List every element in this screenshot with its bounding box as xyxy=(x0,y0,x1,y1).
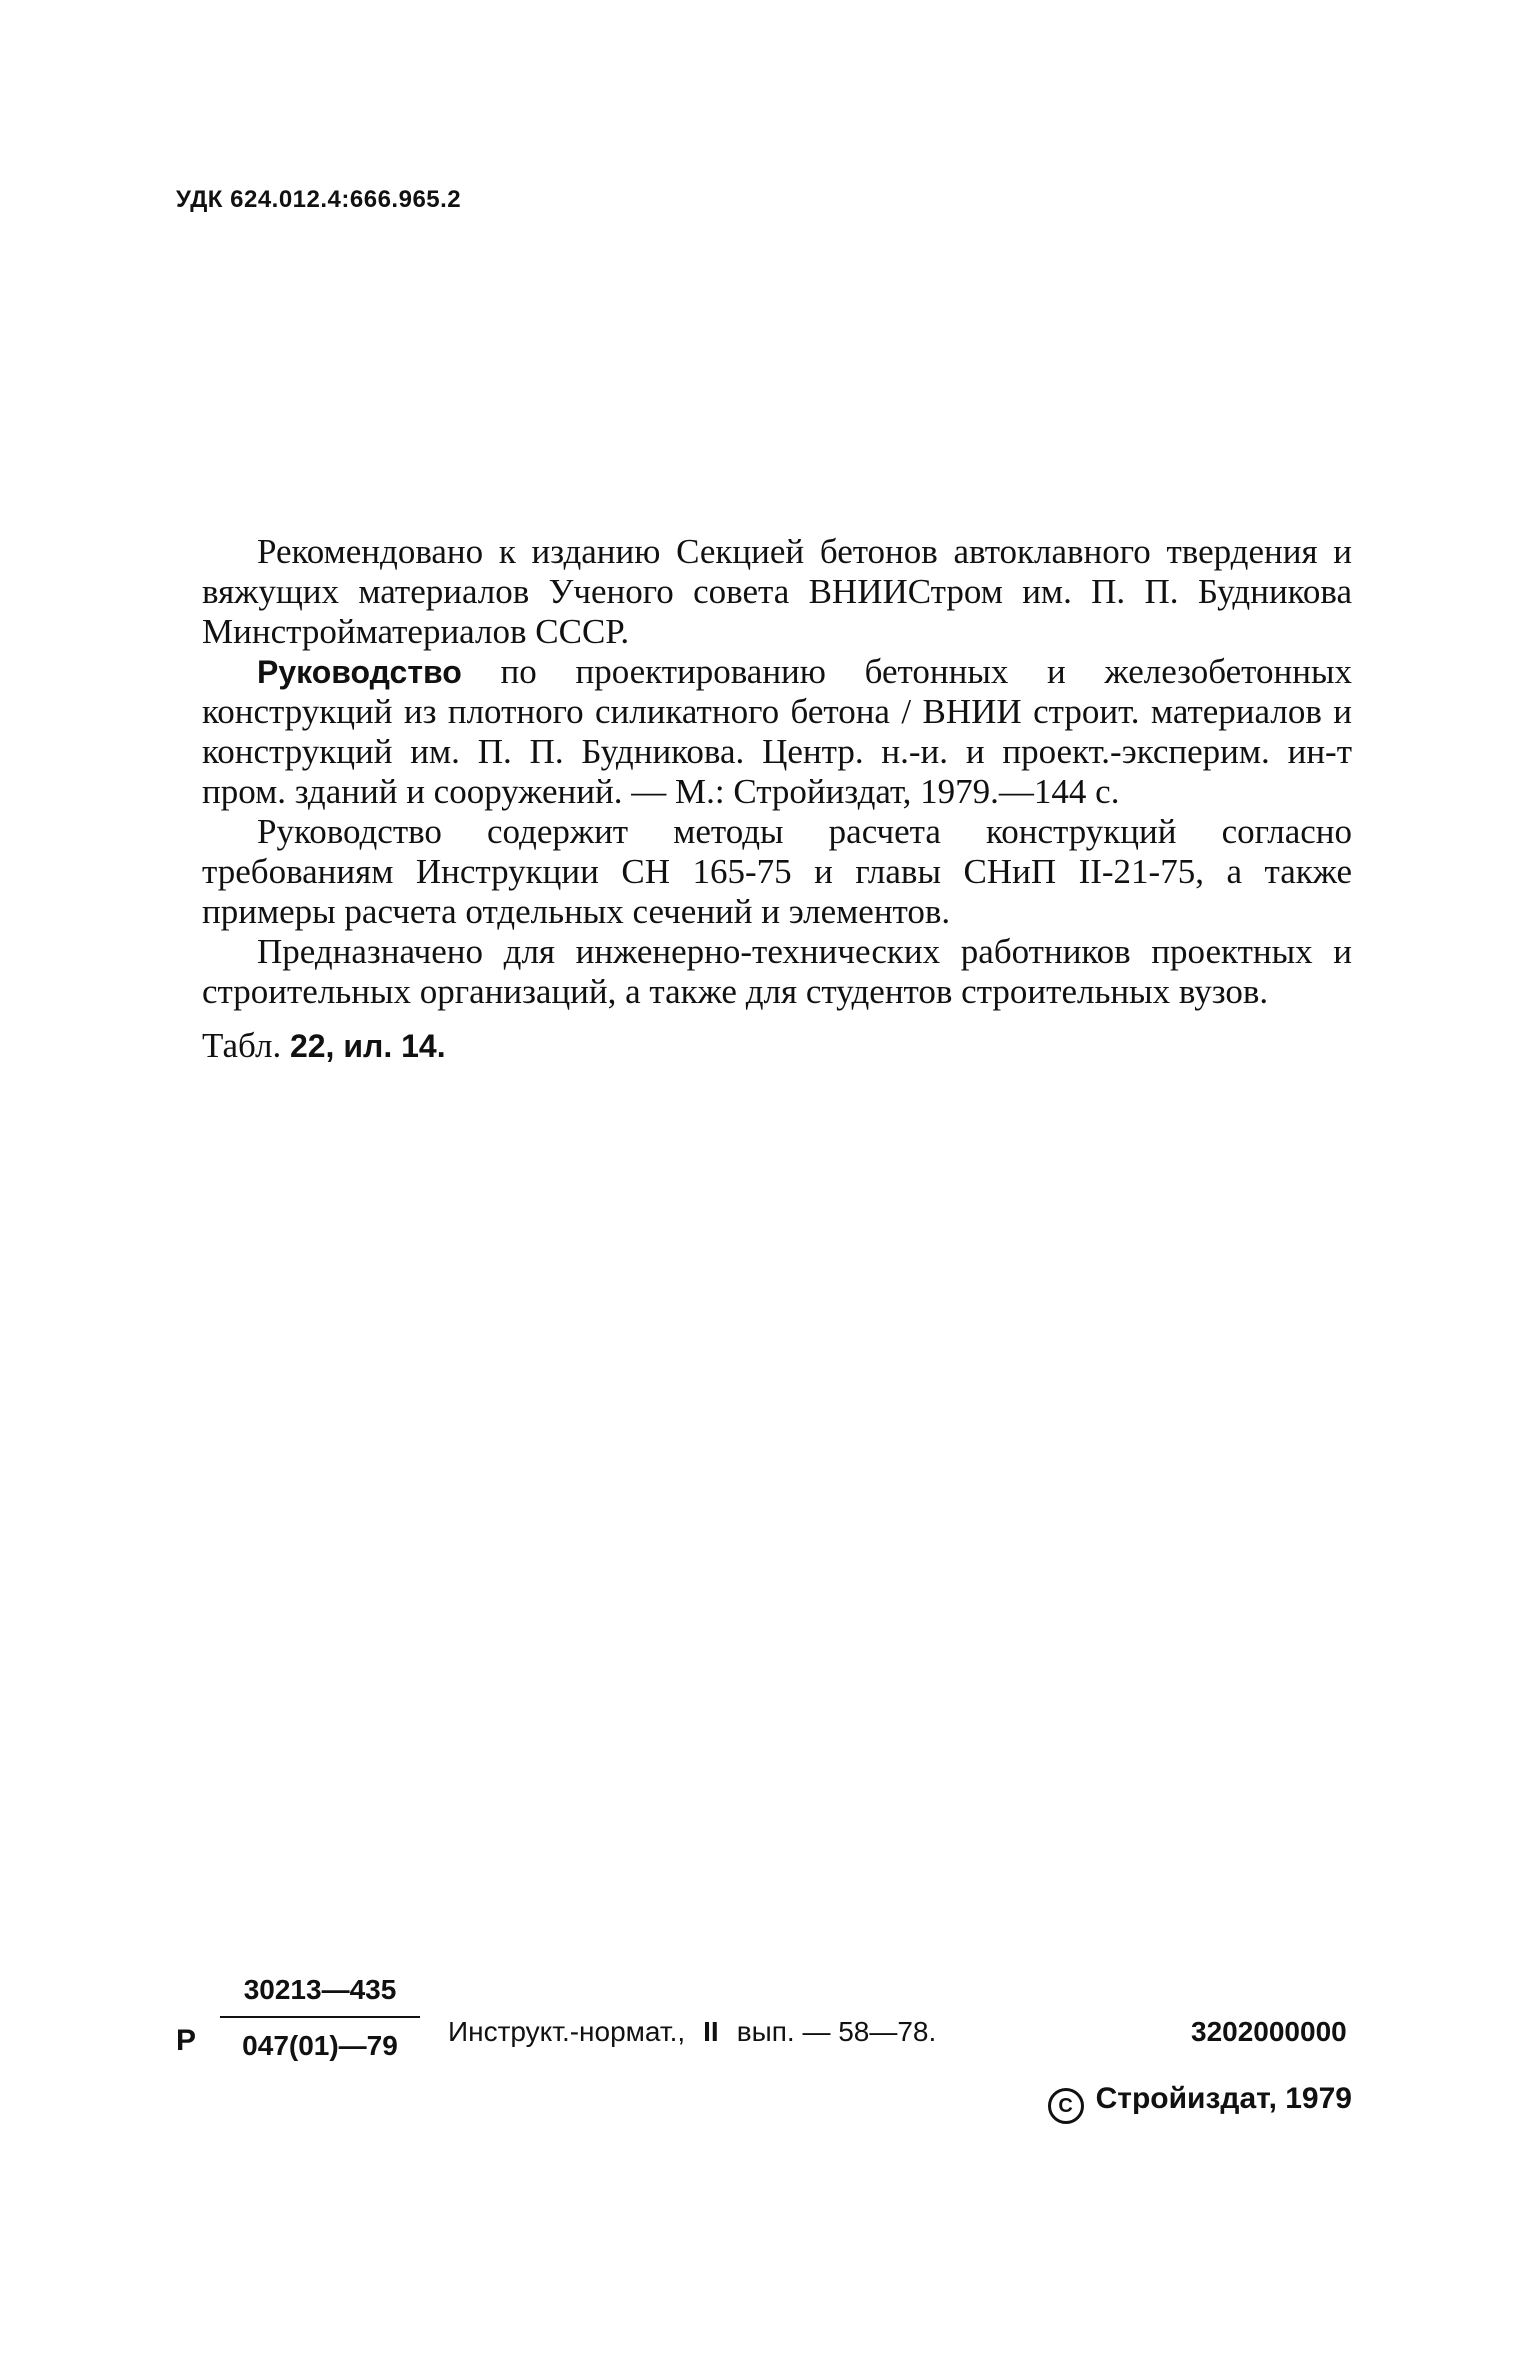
copyright-icon: C xyxy=(1048,2088,1084,2124)
fraction-numerator: 30213—435 xyxy=(243,1974,397,2005)
audience-paragraph: Предназначено для инженерно-технических работников проектных и строительных организаций, а также для студентов строительных вузов. xyxy=(202,932,1352,1011)
series-line xyxy=(448,2016,936,2048)
contents-paragraph: Руководство содержит методы расчета конструкций согласно требованиям Инструкции СН 165-75 и главы СНиП II-21-75, а также примеры расчета отдельных сечений и элементов. xyxy=(202,812,1352,931)
abstract-block xyxy=(202,532,1352,1066)
udk-code: УДК 624.012.4:666.965.2 xyxy=(176,186,462,213)
bibliographic-description: по проектированию бетонных и железобетонных конструкций из плотного силикатного бетона / ВНИИ строит. материалов и конструкций им. П. П. Будникова. Центр. н.-и. и проект.-эксперим. ин-т пром. зданий и сооружений. — М.: Стройиздат, 1979.—144 с. xyxy=(202,652,1352,811)
index-fraction xyxy=(220,1970,420,2066)
tables-value: 22, ил. 14. xyxy=(289,1028,446,1064)
fraction-bar xyxy=(220,2016,420,2018)
bibliographic-paragraph xyxy=(202,652,1352,812)
fraction-denominator: 047(01)—79 xyxy=(242,2030,398,2061)
imprint-letter: Р xyxy=(176,2024,197,2057)
tables-label: Табл. xyxy=(202,1026,282,1065)
book-title-lead: Руководство xyxy=(257,654,462,690)
copyright-text: Стройиздат, 1979 xyxy=(1095,2082,1352,2115)
series-name: Инструкт.-нормат., xyxy=(448,2016,686,2047)
copyright-line xyxy=(1048,2082,1352,2124)
series-issue-rest: вып. — 58—78. xyxy=(736,2016,937,2047)
series-issue-number: II xyxy=(703,2016,719,2047)
imprint-block xyxy=(176,1970,1366,2130)
recommendation-paragraph: Рекомендовано к изданию Секцией бетонов автоклавного твердения и вяжущих материалов Ученого совета ВНИИСтром им. П. П. Будникова Минстройматериалов СССР. xyxy=(202,532,1352,651)
classification-code: 3202000000 xyxy=(1191,2016,1347,2047)
tables-illustrations-count xyxy=(202,1026,1352,1066)
